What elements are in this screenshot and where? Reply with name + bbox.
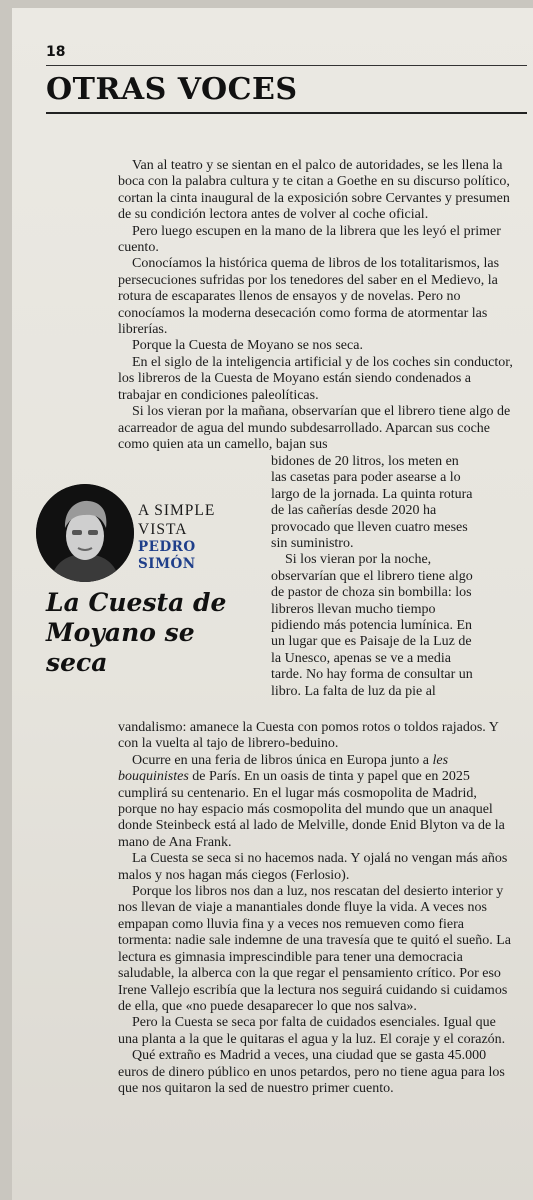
paragraph-9: La Cuesta se seca si no hacemos nada. Y ojalá no vengan más años malos y nos hagan más ciegos (Ferlosio). — [118, 851, 508, 883]
newspaper-page — [12, 8, 533, 1200]
paragraph-7-cont: vandalismo: amanece la Cuesta con pomos rotos o toldos rajados. Y con la vuelta al tajo de librero-beduino. — [118, 720, 499, 752]
paragraph-8-b: de París. En un oasis de tinta y papel que en 2025 cumplirá su centenario. En el lugar más cosmopolita de Madrid, porque no hay espacio más cosmopolita del mundo que un anaquel donde Steinbeck está al lado de Melville, donde Enid Blyton va de la mano de Ana Frank. — [118, 769, 505, 850]
article-body-bottom — [118, 720, 513, 1097]
column-label: A SIMPLE VISTA — [138, 502, 216, 538]
paragraph-4: Porque la Cuesta de Moyano se nos seca. — [132, 338, 363, 354]
article-body-top — [118, 158, 513, 453]
author-photo — [36, 484, 134, 582]
section-title: OTRAS VOCES — [46, 72, 298, 107]
paragraph-2: Pero luego escupen en la mano de la librera que les leyó el primer cuento. — [118, 223, 501, 256]
paragraph-5: En el siglo de la inteligencia artificial y de los coches sin conductor, los libreros de la Cuesta de Moyano están siendo condenados a trabajar en condiciones paleolíticas. — [118, 354, 513, 403]
section-rule — [46, 112, 527, 114]
paragraph-6-cont: bidones de 20 litros, los meten en las casetas para poder asearse a lo largo de la jornada. La quinta rotura de las cañerías desde 2020 ha provocado que lleven cuatro meses sin suministro. — [271, 454, 473, 552]
article-body-narrow — [271, 454, 477, 700]
author-name: PEDRO SIMÓN — [138, 539, 196, 572]
paragraph-1: Van al teatro y se sientan en el palco de autoridades, se les llena la boca con la palabra cultura y te citan a Goethe en su discurso político, cortan la cinta inaugural de la exposición sobre Cervantes y presumen de su condición lectora antes de volver al coche oficial. — [118, 158, 510, 223]
paragraph-8 — [118, 753, 513, 851]
paragraph-8-a: Ocurre en una feria de libros única en Europa junto a — [132, 752, 433, 768]
paragraph-12: Qué extraño es Madrid a veces, una ciudad que se gasta 45.000 euros de dinero público en unos petardos, pero no tiene agua para los que nos quitaron la sed de nuestro primer cuento. — [118, 1048, 505, 1096]
author-portrait — [36, 484, 134, 582]
top-rule — [46, 65, 527, 66]
paragraph-7-start: Si los vieran por la noche, observarían que el librero tiene algo de pastor de choza sin bombilla: los libreros llevan mucho tiempo pidiendo más potencia lumínica. En un lugar que es Paisaje de la Luz de la Unesco, apenas se ve a media tarde. No hay forma de consultar un libro. La falta de luz da pie al — [271, 552, 473, 699]
headline: La Cuesta de Moyano se seca — [46, 588, 227, 677]
paragraph-8-italic: les bouquinistes — [118, 752, 449, 785]
paragraph-6-start: Si los vieran por la mañana, observarían que el librero tiene algo de acarreador de agua del mundo subdesarrollado. Aparcan sus coche como quien ata un camello, bajan sus — [118, 404, 511, 452]
page-number: 18 — [46, 44, 66, 60]
paragraph-11: Pero la Cuesta se seca por falta de cuidados esenciales. Igual que una planta a la que le quitaras el agua y la luz. El coraje y el corazón. — [118, 1015, 506, 1047]
paragraph-3: Conocíamos la histórica quema de libros de los totalitarismos, las persecuciones sufridas por los tenedores del saber en el Medievo, la rotura de escaparates llenos de ensayos y de novelas. Pero no conocíamos la moderna desecación como forma de atormentar las librerías. — [118, 256, 500, 338]
paragraph-10: Porque los libros nos dan a luz, nos rescatan del desierto interior y nos llevan de viaje a manantiales donde fluye la vida. A veces nos empapan como lluvia fina y a veces nos remueven como fiera tormenta: nadie sale indemne de una travesía que te quitó el sueño. La lectura es gimnasia imprescindible para tener una democracia saludable, la alberca con la que regar el pensamiento crítico. Por eso Irene Vallejo escribía que la lectura nos seguirá cuidando si cuidamos de ella, que «no puede desaparecer lo que nos salva». — [118, 884, 512, 1014]
